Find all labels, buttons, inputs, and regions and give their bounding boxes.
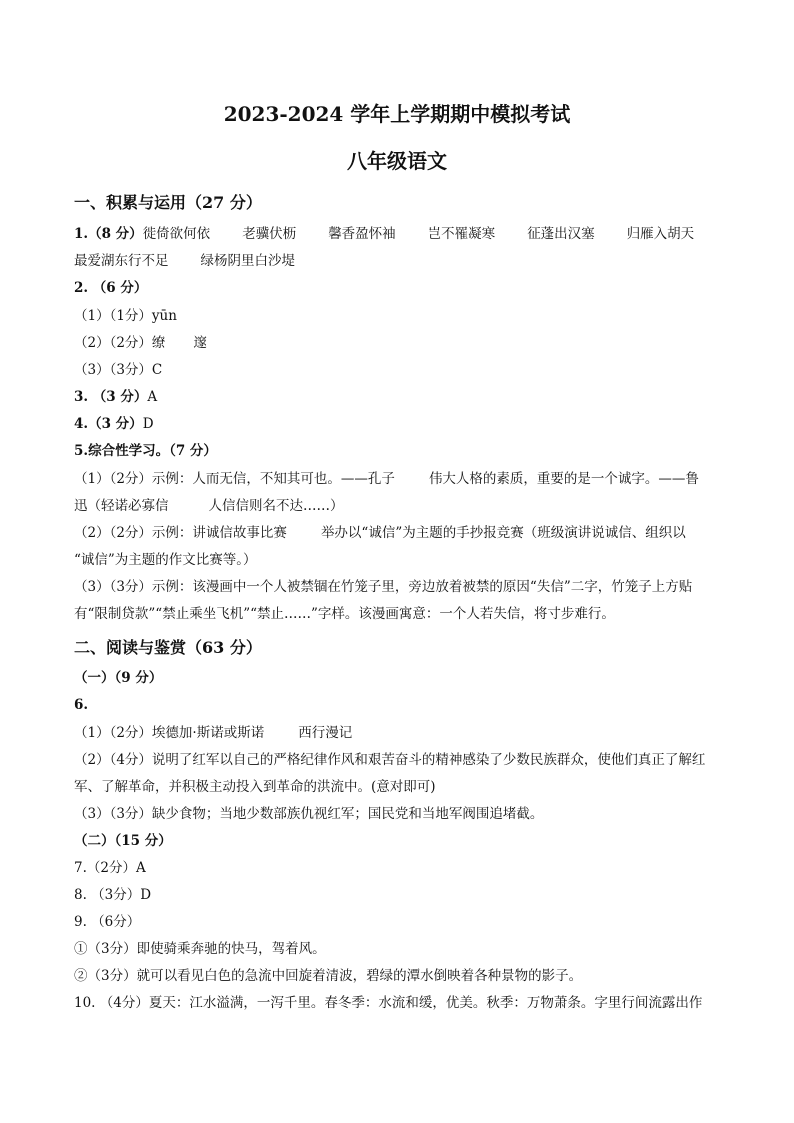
page-subtitle: 八年级语文 (347, 149, 447, 173)
q5-answer-2b: 举办以“诚信”为主题的手抄报竞赛（班级演讲说诚信、组织以 (320, 525, 686, 541)
q10-line: 10. （4分）夏天：江水溢满，一泻千里。春冬季：水流和缓，优美。秋季：万物萧条。字里行间流露出作 (74, 995, 703, 1011)
q1-line-2 (74, 253, 295, 269)
q5-answer-1-line-2 (74, 498, 344, 514)
q2-answer-2b: 邃 (193, 335, 207, 351)
q1-item-5: 征蓬出汉塞 (527, 226, 595, 242)
q4-label: 4.（3 分） (74, 416, 143, 432)
q9-answer-1: ①（3分）即使骑乘奔驰的快马，驾着风。 (74, 941, 326, 957)
q1-item-8: 绿杨阴里白沙堤 (200, 253, 295, 269)
q1-item-4: 岂不罹凝寒 (427, 226, 496, 242)
q3-label: 3. （3 分） (74, 389, 148, 405)
q5-answer-1a: （1）（2分）示例：人而无信，不知其可也。——孔子 (74, 471, 395, 487)
q1-item-1: 徙倚欲何依 (142, 226, 211, 242)
q6-answer-2-line-2: 军、了解革命，并积极主动投入到革命的洪流中。(意对即可) (74, 779, 436, 795)
part1-label: （一）（9 分） (74, 670, 163, 686)
page-title: 2023-2024 学年上学期期中模拟考试 (223, 102, 571, 126)
q2-answer-3: （3）（3分）C (74, 362, 163, 378)
q5-answer-1-line-1 (74, 471, 699, 487)
q6-answer-1 (74, 725, 352, 741)
q1-label: 1.（8 分） (74, 226, 143, 242)
q5-answer-2a: （2）（2分）示例：讲诚信故事比赛 (74, 525, 287, 541)
section-heading-1: 一、积累与运用（27 分） (74, 193, 262, 212)
q6-answer-2-line-1: （2）（4分）说明了红军以自己的严格纪律作风和艰苦奋斗的精神感染了少数民族群众，使他们真正了解红 (74, 752, 706, 768)
q1-item-3: 馨香盈怀袖 (328, 226, 396, 242)
q5-answer-1c: 迅（轻诺必寡信 (74, 498, 169, 514)
q5-answer-3-line-2: 有“限制贷款”“禁止乘坐飞机”“禁止……”字样。该漫画寓意：一个人若失信，将寸步难行。 (74, 606, 615, 622)
q1-item-2: 老骥伏枥 (242, 226, 297, 242)
q5-answer-2-line-2: “诚信”为主题的作文比赛等。） (74, 552, 257, 568)
q5-answer-2-line-1 (74, 525, 686, 541)
q5-answer-1b: 伟大人格的素质，重要的是一个诚字。——鲁 (428, 471, 699, 487)
q1-item-6: 归雁入胡天 (626, 226, 695, 242)
q2-answer-1: （1）（1分）yūn (74, 308, 177, 324)
q9-answer-2: ②（3分）就可以看见白色的急流中回旋着清波，碧绿的潭水倒映着各种景物的影子。 (74, 968, 583, 984)
q4-answer: D (142, 416, 154, 432)
q2-label: 2. （6 分） (74, 280, 148, 296)
q7-line: 7.（2分）A (74, 860, 146, 876)
q1-line-1 (74, 226, 694, 242)
section-heading-2: 二、阅读与鉴赏（63 分） (74, 638, 262, 657)
q6-answer-1a: （1）（2分）埃德加·斯诺或斯诺 (74, 725, 265, 741)
q9-line: 9. （6分） (74, 914, 141, 930)
q5-label: 5.综合性学习。（7 分） (74, 443, 217, 459)
q6-label: 6. (74, 697, 89, 713)
q5-answer-1d: 人信信则名不达……） (208, 498, 344, 514)
part2-label: （二）（15 分） (74, 833, 172, 849)
q4-line (74, 416, 154, 432)
q3-answer: A (147, 389, 158, 405)
q2-answer-2a: （2）（2分）缭 (74, 335, 166, 351)
q6-answer-1b: 西行漫记 (298, 725, 353, 741)
q6-answer-3: （3）（3分）缺少食物；当地少数部族仇视红军；国民党和当地军阀围追堵截。 (74, 806, 544, 822)
q8-line: 8. （3分）D (74, 887, 152, 903)
q2-answer-2 (74, 335, 207, 351)
q5-answer-3-line-1: （3）（3分）示例：该漫画中一个人被禁锢在竹笼子里，旁边放着被禁的原因“失信”二字，竹笼子上方贴 (74, 579, 693, 595)
q3-line (74, 389, 157, 405)
q1-item-7: 最爱湖东行不足 (74, 253, 169, 269)
